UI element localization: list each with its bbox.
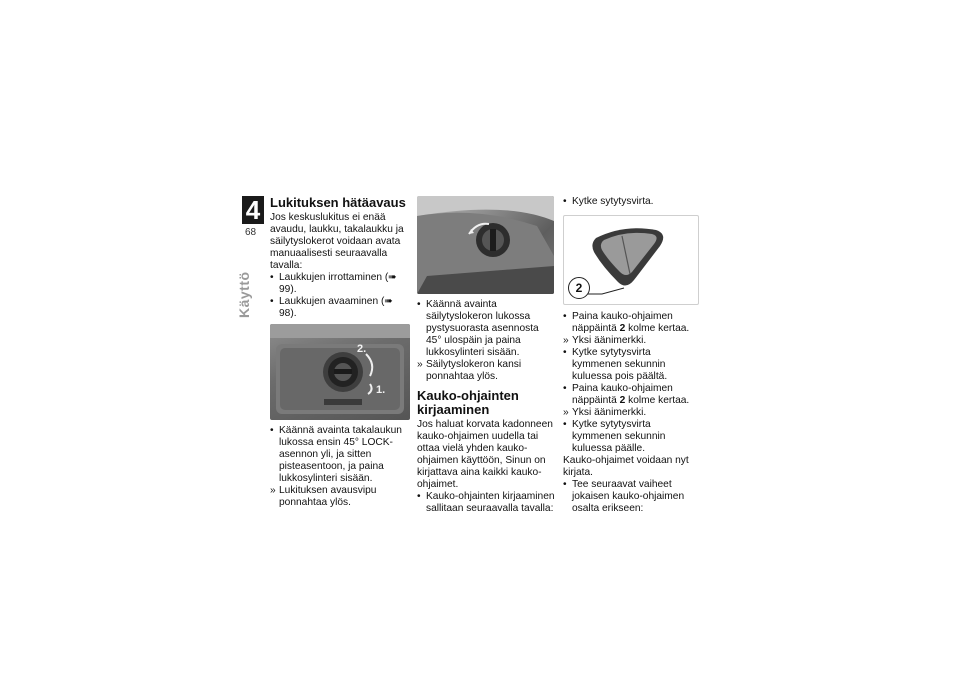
result-marker: »	[563, 335, 569, 346]
bullet-item	[417, 491, 555, 515]
figure-label-2: 2	[568, 277, 590, 299]
result-text: Lukituksen avausvipu ponnahtaa ylös.	[279, 485, 377, 508]
step-item	[417, 299, 555, 359]
bullet-text: Kytke sytytysvirta.	[572, 196, 654, 207]
bullet-item	[563, 347, 703, 383]
intro-text: Jos keskuslukitus ei enää avaudu, laukku, takalaukku ja säilytyslokerot voidaan avata manuaalisesti seuraavalla tavalla:	[270, 212, 404, 271]
bullet-marker: •	[563, 311, 567, 322]
page-number: 68	[245, 227, 257, 238]
result-text: Yksi äänimerkki.	[572, 335, 647, 346]
top-case-lock-photo	[270, 324, 410, 420]
column-2	[417, 196, 555, 515]
section-title-emergency-unlock: Lukituksen hätäavaus	[270, 195, 406, 210]
bullet-marker: •	[417, 491, 421, 502]
result-item	[563, 335, 703, 347]
callout-1: 1.	[376, 384, 386, 396]
bullet-marker: •	[417, 299, 421, 310]
bullet-text: Laukkujen irrottaminen (➠ 99).	[279, 272, 397, 295]
step-item	[270, 425, 410, 485]
bullet-marker: •	[563, 419, 567, 430]
bullet-marker: •	[270, 272, 274, 283]
storage-compartment-lock-photo	[417, 196, 554, 294]
bullet-item	[270, 272, 410, 296]
result-item	[270, 485, 410, 509]
key-number: 2	[619, 395, 626, 406]
result-marker: »	[270, 485, 276, 496]
result-item	[563, 407, 703, 419]
note-text: Kauko-ohjaimet voidaan nyt kirjata.	[563, 455, 689, 478]
chapter-side-label: Käyttö	[236, 271, 252, 318]
bullet-item	[563, 196, 703, 208]
bullet-text: Kytke sytytysvirta kymmenen sekunnin kuluessa päälle.	[572, 419, 666, 454]
top-case-lock-illustration	[270, 324, 410, 420]
bullet-item	[270, 296, 410, 320]
column-1	[270, 196, 410, 509]
remote-key-figure	[563, 215, 699, 305]
bullet-item	[563, 311, 703, 335]
intro-text: Jos haluat korvata kadonneen kauko-ohjaimen uudella tai ottaa vielä yhden kauko-ohjaimen käyttöön, Sinun on kirjattava aina kaikki kauko-ohjaimet.	[417, 419, 553, 490]
bullet-marker: •	[270, 425, 274, 436]
bullet-marker: •	[270, 296, 274, 307]
bullet-marker: •	[563, 479, 567, 490]
bullet-item	[563, 383, 703, 407]
step-text: Käännä avainta takalaukun lukossa ensin 45° LOCK-asennon yli, ja sitten pisteasentoon, ja paina lukkosylinteri sisään.	[279, 425, 402, 484]
bullet-text: Paina kauko-ohjaimen näppäintä	[572, 311, 673, 334]
section-title-remote-registration: Kauko-ohjainten kirjaaminen	[417, 388, 519, 417]
bullet-text: Tee seuraavat vaiheet jokaisen kauko-ohjaimen osalta erikseen:	[572, 479, 685, 514]
bullet-text: Laukkujen avaaminen (➠ 98).	[279, 296, 393, 319]
bullet-marker: •	[563, 196, 567, 207]
column-3	[563, 196, 703, 515]
result-text: Säilytyslokeron kansi ponnahtaa ylös.	[426, 359, 522, 382]
bullet-text-end: kolme kertaa.	[625, 323, 690, 334]
storage-compartment-illustration	[417, 196, 554, 294]
callout-2: 2.	[357, 343, 367, 355]
bullet-marker: •	[563, 347, 567, 358]
bullet-marker: •	[563, 383, 567, 394]
chapter-number: 4	[242, 196, 264, 224]
key-number: 2	[619, 323, 626, 334]
bullet-text: Kytke sytytysvirta kymmenen sekunnin kuluessa pois päältä.	[572, 347, 668, 382]
step-text: Käännä avainta säilytyslokeron lukossa pystysuorasta asennosta 45° ulospäin ja paina lukkosylinteri sisään.	[426, 299, 539, 358]
result-marker: »	[563, 407, 569, 418]
bullet-text-end: kolme kertaa.	[625, 395, 690, 406]
result-marker: »	[417, 359, 423, 370]
bullet-text: Kauko-ohjainten kirjaaminen sallitaan seuraavalla tavalla:	[426, 491, 555, 514]
bullet-item	[563, 419, 703, 455]
bullet-text: Paina kauko-ohjaimen näppäintä	[572, 383, 673, 406]
result-item	[417, 359, 555, 383]
result-text: Yksi äänimerkki.	[572, 407, 647, 418]
bullet-item	[563, 479, 703, 515]
